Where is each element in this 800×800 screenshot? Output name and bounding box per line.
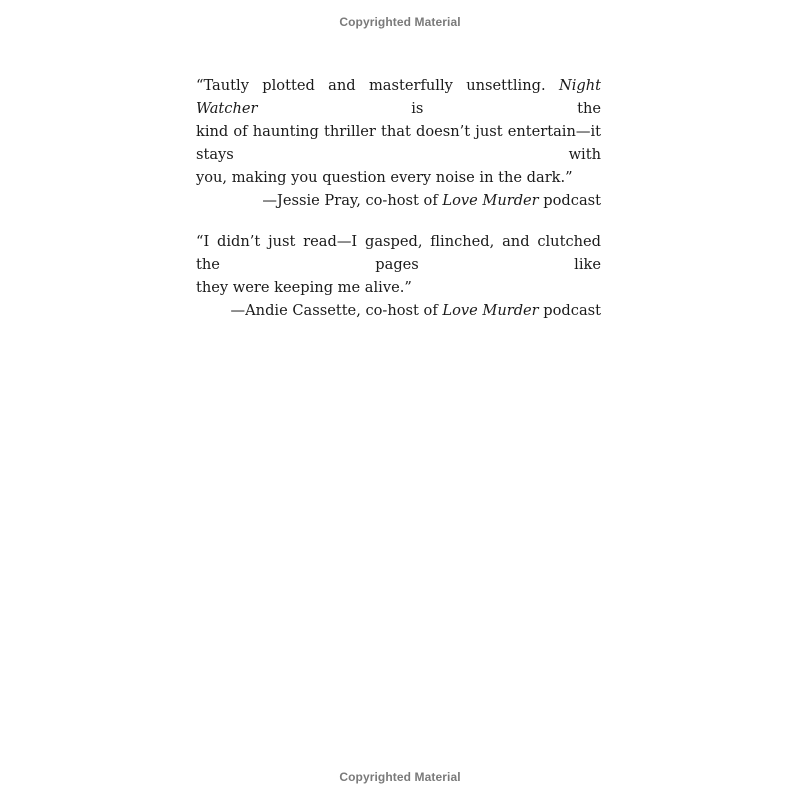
attribution-suffix: podcast xyxy=(538,192,601,209)
blurb-jessie-pray xyxy=(196,74,601,212)
podcast-title: Love Murder xyxy=(442,302,539,319)
attribution xyxy=(196,189,601,212)
quote-line xyxy=(196,74,601,120)
attribution-name: —Andie Cassette, co-host of xyxy=(230,302,443,319)
quote-text: “I didn’t just read—I gasped, flinched, and clutched the pages like xyxy=(196,233,601,273)
quote-text: you, making you question every noise in the dark.” xyxy=(196,169,573,186)
praise-page xyxy=(196,74,601,340)
copyright-watermark-bottom: Copyrighted Material xyxy=(339,770,461,784)
attribution xyxy=(196,299,601,322)
quote-line xyxy=(196,230,601,276)
quote-text: is the xyxy=(257,100,601,117)
quote-text: “Tautly plotted and masterfully unsettling. xyxy=(196,77,559,94)
quote-text: kind of haunting thriller that doesn’t just entertain—it stays with xyxy=(196,123,601,163)
quote-line xyxy=(196,166,601,189)
quote-line xyxy=(196,276,601,299)
quote-line xyxy=(196,120,601,166)
attribution-suffix: podcast xyxy=(538,302,601,319)
podcast-title: Love Murder xyxy=(442,192,539,209)
quote-text: they were keeping me alive.” xyxy=(196,279,412,296)
copyright-watermark-top: Copyrighted Material xyxy=(339,15,461,29)
blurb-andie-cassette xyxy=(196,230,601,322)
attribution-name: —Jessie Pray, co-host of xyxy=(262,192,443,209)
book-title: Night Watcher xyxy=(196,77,601,117)
